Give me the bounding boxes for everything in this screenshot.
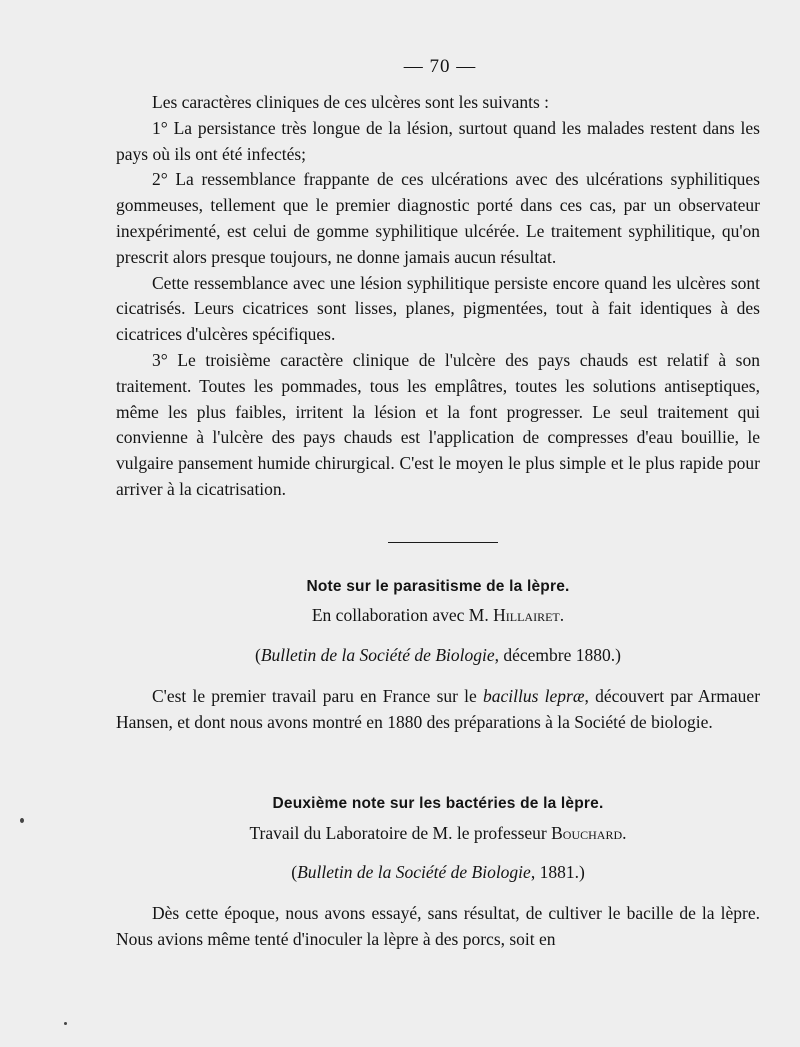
laboratory-prefix: Travail du Laboratoire de M. le professeur (249, 823, 552, 843)
bacillus-pre: C'est le premier travail paru en France sur le (152, 686, 484, 706)
citation-year-2: , 1881.) (530, 862, 585, 882)
paragraph-point-1: 1° La persistance très longue de la lésion, surtout quand les malades restent dans les pays où ils ont été infectés; (116, 117, 760, 164)
body-text-section2 (116, 901, 760, 953)
citation-journal-2: Bulletin de la Société de Biologie (297, 862, 531, 882)
professor-name: Bouchard (551, 823, 623, 843)
citation-journal: Bulletin de la Société de Biologie (260, 645, 495, 665)
laboratory-suffix: . (622, 823, 627, 843)
bacillus-post: , découvert par Armauer Hansen, et dont nous avons montré en 1880 des préparations à la Société de biologie. (116, 686, 761, 732)
citation-open: ( (255, 645, 261, 665)
paragraph-intro: Les caractères cliniques de ces ulcères sont les suivants : (152, 92, 550, 112)
section-heading-parasitisme: Note sur le parasitisme de la lèpre. (306, 578, 570, 595)
collaboration-prefix: En collaboration avec M. (311, 605, 494, 625)
section-heading-bacteries: Deuxième note sur les bactéries de la lèpre. (272, 795, 604, 812)
citation-line-2 (116, 862, 760, 883)
paragraph-bacillus (116, 684, 760, 736)
scan-speck (20, 818, 24, 823)
citation-date: , décembre 1880.) (494, 645, 621, 665)
scan-speck (64, 1022, 67, 1025)
paragraph-culture: Dès cette époque, nous avons essayé, sans résultat, de cultiver le bacille de la lèpre. Nous avions même tenté d'inoculer la lèpre à des porcs, soit en (116, 903, 760, 949)
citation-line-1 (116, 645, 760, 666)
paragraph-point-3: 3° Le troisième caractère clinique de l'ulcère des pays chauds est relatif à son traitement. Toutes les pommades, tous les emplâtres, toutes les solutions antiseptiques, même les plus faibles, irritent la lésion et la font progresser. Le seul traitement qui convienne à l'ulcère des pays chauds est l'application de compresses d'eau bouillie, le vulgaire pansement humide chirurgical. C'est le moyen le plus simple et le plus rapide pour arriver à la cicatrisation. (116, 349, 760, 499)
citation-open-2: ( (291, 862, 298, 882)
paragraph-point-2: 2° La ressemblance frappante de ces ulcérations avec des ulcérations syphilitiques gommeuses, tellement que le premier diagnostic porté dans ces cas, par un observateur inexpérimenté, est celui de gomme syphilitique ulcérée. Le traitement syphilitique, qu'on prescrit alors presque toujours, ne donne jamais aucun résultat. (116, 169, 760, 267)
collaborator-name: Hillairet (493, 605, 560, 625)
page-number: — 70 — (403, 56, 477, 77)
body-text-top (116, 90, 760, 503)
collaboration-line (116, 605, 760, 626)
body-text-section1 (116, 684, 760, 736)
collaboration-suffix: . (559, 605, 565, 625)
paragraph-scars: Cette ressemblance avec une lésion syphilitique persiste encore quand les ulcères sont cicatrisés. Leurs cicatrices sont lisses, planes, pigmentées, tout à fait identiques à des cicatrices d'ulcères spécifiques. (116, 272, 760, 345)
section-divider (388, 542, 498, 543)
laboratory-line (116, 823, 760, 844)
bacillus-name: bacillus lepræ (483, 686, 585, 706)
